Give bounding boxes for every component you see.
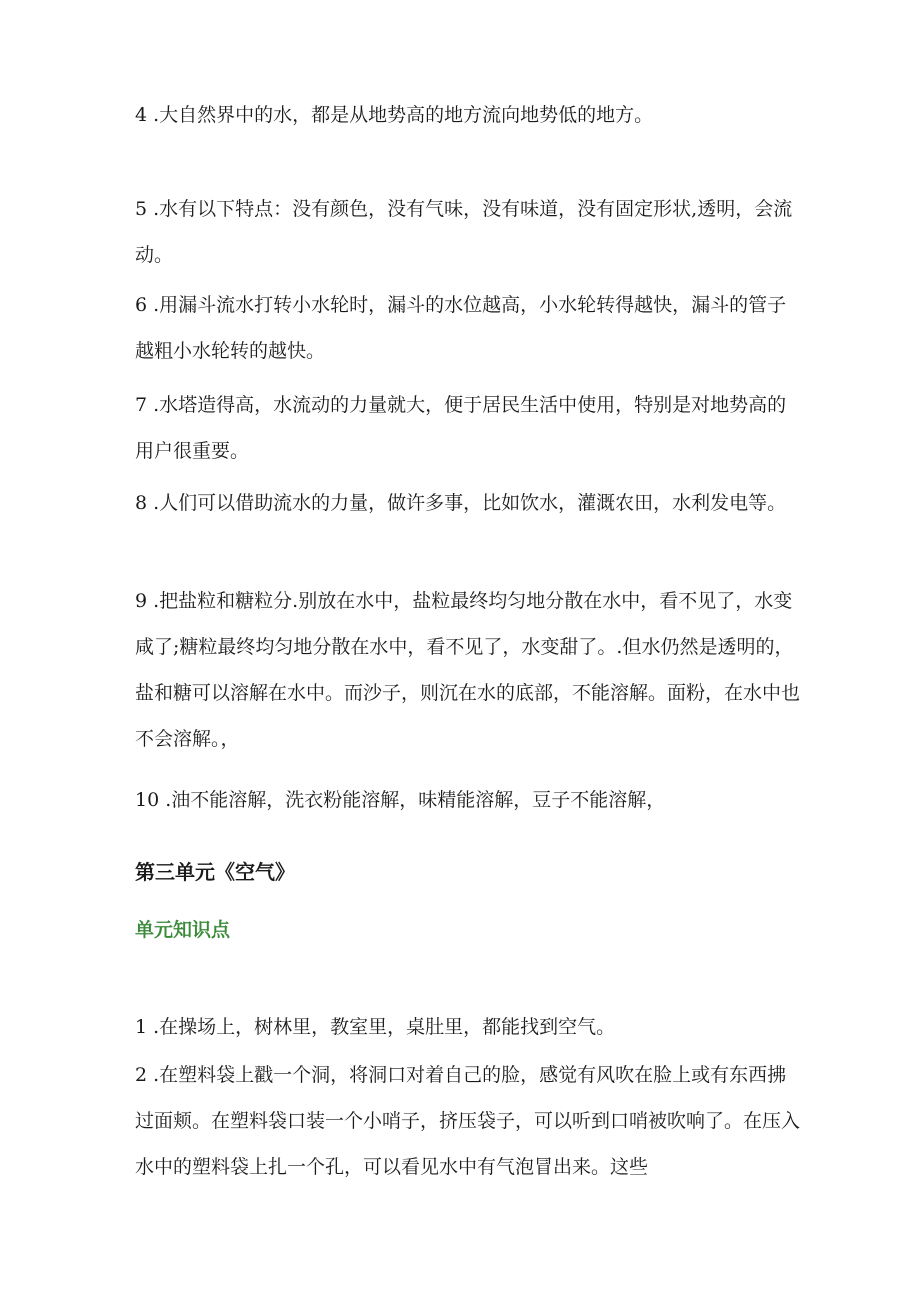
item-8: 8 .人们可以借助流水的力量，做许多事，比如饮水，灌溉农田，水利发电等。 [135,492,787,514]
section-title: 单元知识点 [135,919,231,941]
item-7: 7 .水塔造得高，水流动的力量就大，便于居民生活中使用，特别是对地势高的用户很重要。 [135,394,787,462]
item-6: 6 .用漏斗流水打转小水轮时，漏斗的水位越高，小水轮转得越快，漏斗的管子越粗小水轮转的越快。 [135,294,787,362]
item-4: 4 .大自然界中的水，都是从地势高的地方流向地势低的地方。 [135,104,654,126]
item-5: 5 .水有以下特点：没有颜色，没有气味，没有味道，没有固定形状,透明，会流动。 [135,198,793,266]
air-item-1: 1 .在操场上，树林里，教室里，桌肚里，都能找到空气。 [135,1016,616,1038]
item-9: 9 .把盐粒和糖粒分.别放在水中，盐粒最终均匀地分散在水中，看不见了，水变咸了;糖粒最终均匀地分散在水中，看不见了，水变甜了。.但水仍然是透明的，盐和糖可以溶解在水中。而沙子，则沉在水的底部，不能溶解。面粉，在水中也不会溶解。， [135,590,801,750]
unit-title: 第三单元《空气》 [135,860,295,884]
air-item-2: 2 .在塑料袋上戳一个洞，将洞口对着自己的脸，感觉有风吹在脸上或有东西拂过面颊。在塑料袋口装一个小哨子，挤压袋子，可以听到口哨被吹响了。在压入水中的塑料袋上扎一个孔，可以看见水中有气泡冒出来。这些 [135,1064,801,1178]
item-10: 10 .油不能溶解，洗衣粉能溶解，味精能溶解，豆子不能溶解， [135,789,666,811]
